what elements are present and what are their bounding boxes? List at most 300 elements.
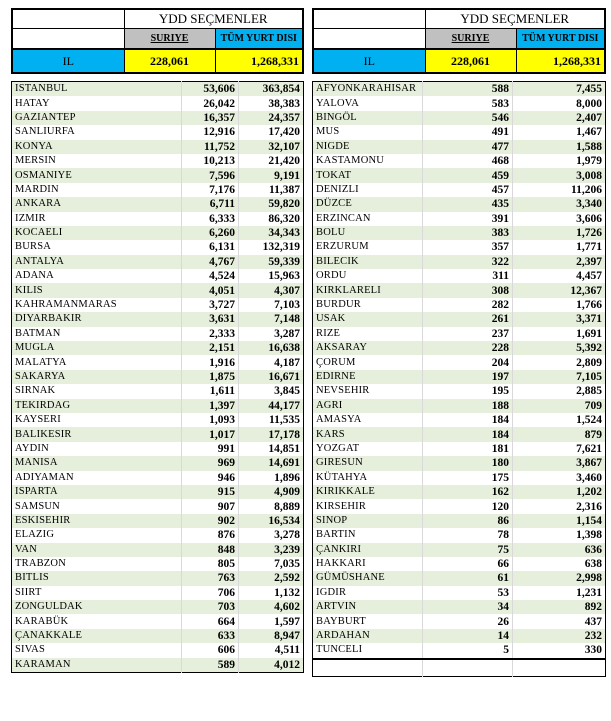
suriye-count: 848 (182, 543, 239, 557)
table-row (12, 168, 304, 182)
header-blank-cell (12, 29, 124, 50)
table-row (313, 543, 606, 557)
tum-yurt-disi-count: 2,592 (239, 571, 304, 585)
total-suriye: 228,061 (425, 49, 516, 73)
province-name: GIRESUN (313, 456, 423, 470)
province-name: MUS (313, 125, 423, 139)
tum-yurt-disi-count: 16,638 (239, 341, 304, 355)
suriye-count: 308 (423, 283, 513, 297)
tum-yurt-disi-count: 437 (513, 614, 606, 628)
province-name: GAZIANTEP (12, 111, 182, 125)
data-table-left (11, 81, 304, 673)
table-row (12, 514, 304, 528)
tum-yurt-disi-count: 638 (513, 557, 606, 571)
table-row (313, 226, 606, 240)
tum-yurt-disi-count: 11,535 (239, 413, 304, 427)
suriye-count: 7,176 (182, 183, 239, 197)
suriye-count: 588 (423, 82, 513, 97)
suriye-count: 188 (423, 399, 513, 413)
province-name: ANTALYA (12, 255, 182, 269)
suriye-count: 459 (423, 168, 513, 182)
tum-yurt-disi-count: 3,239 (239, 543, 304, 557)
province-name: MANISA (12, 456, 182, 470)
province-name: YALOVA (313, 96, 423, 110)
province-name: SINOP (313, 514, 423, 528)
header-blank-cell (313, 29, 425, 50)
province-name: MERSIN (12, 154, 182, 168)
province-name: DÜZCE (313, 197, 423, 211)
province-name: ISTANBUL (12, 82, 182, 97)
table-row (313, 96, 606, 110)
table-row (12, 312, 304, 326)
province-name: ÇORUM (313, 355, 423, 369)
province-name: SIIRT (12, 586, 182, 600)
table-row (313, 370, 606, 384)
table-row (12, 456, 304, 470)
table-row (313, 413, 606, 427)
header-blank-cell (12, 9, 124, 29)
suriye-count: 589 (182, 658, 239, 673)
province-name: KARS (313, 427, 423, 441)
suriye-count: 6,131 (182, 240, 239, 254)
tum-yurt-disi-count: 86,320 (239, 212, 304, 226)
province-name: BALIKESIR (12, 427, 182, 441)
tum-yurt-disi-count: 2,885 (513, 384, 606, 398)
table-row (12, 384, 304, 398)
suriye-count: 12,916 (182, 125, 239, 139)
suriye-count: 1,916 (182, 355, 239, 369)
table-row (12, 125, 304, 139)
province-name: KARABÜK (12, 614, 182, 628)
suriye-count: 322 (423, 255, 513, 269)
tum-yurt-disi-count: 7,035 (239, 557, 304, 571)
tum-yurt-disi-count: 132,319 (239, 240, 304, 254)
province-name: MUGLA (12, 341, 182, 355)
data-table-right (312, 81, 606, 677)
suriye-count: 16,357 (182, 111, 239, 125)
suriye-count: 357 (423, 240, 513, 254)
tum-yurt-disi-count: 3,278 (239, 528, 304, 542)
suriye-count: 184 (423, 427, 513, 441)
tum-yurt-disi-count: 1,771 (513, 240, 606, 254)
province-name: BATMAN (12, 327, 182, 341)
suriye-count: 175 (423, 471, 513, 485)
tum-yurt-disi-count: 2,998 (513, 571, 606, 585)
tum-yurt-disi-count: 3,845 (239, 384, 304, 398)
tum-yurt-disi-count: 1,467 (513, 125, 606, 139)
table-row (313, 614, 606, 628)
suriye-count: 2,151 (182, 341, 239, 355)
province-name: SAMSUN (12, 499, 182, 513)
province-name: BURDUR (313, 298, 423, 312)
tum-yurt-disi-count: 1,597 (239, 614, 304, 628)
table-row (313, 82, 606, 97)
header-title: YDD SEÇMENLER (124, 9, 303, 29)
province-name: KIRIKKALE (313, 485, 423, 499)
suriye-count: 902 (182, 514, 239, 528)
province-name: ARDAHAN (313, 629, 423, 643)
suriye-count: 383 (423, 226, 513, 240)
table-row (12, 370, 304, 384)
province-name: ARTVIN (313, 600, 423, 614)
tum-yurt-disi-count: 8,889 (239, 499, 304, 513)
tum-yurt-disi-count: 7,103 (239, 298, 304, 312)
table-row (12, 586, 304, 600)
province-name: HAKKARI (313, 557, 423, 571)
tum-yurt-disi-count: 7,455 (513, 82, 606, 97)
province-name: RIZE (313, 327, 423, 341)
tum-yurt-disi-count: 7,148 (239, 312, 304, 326)
province-name: ANKARA (12, 197, 182, 211)
table-row (12, 269, 304, 283)
province-name: AYDIN (12, 442, 182, 456)
province-name: KIRKLARELI (313, 283, 423, 297)
province-name: ZONGULDAK (12, 600, 182, 614)
left-panel (11, 8, 304, 671)
table-row (313, 240, 606, 254)
province-name: AKSARAY (313, 341, 423, 355)
table-row (12, 600, 304, 614)
suriye-count: 10,213 (182, 154, 239, 168)
tum-yurt-disi-count: 12,367 (513, 283, 606, 297)
province-name: SIRNAK (12, 384, 182, 398)
tum-yurt-disi-count: 21,420 (239, 154, 304, 168)
suriye-count: 606 (182, 643, 239, 657)
province-name: ERZINCAN (313, 212, 423, 226)
table-row (12, 183, 304, 197)
tum-yurt-disi-count: 330 (513, 643, 606, 658)
total-tum-yurt-disi: 1,268,331 (516, 49, 605, 73)
province-name: SIVAS (12, 643, 182, 657)
tum-yurt-disi-count: 4,909 (239, 485, 304, 499)
table-row (313, 312, 606, 326)
table-row (12, 399, 304, 413)
suriye-count: 53,606 (182, 82, 239, 97)
tum-yurt-disi-count: 4,307 (239, 283, 304, 297)
suriye-count: 6,711 (182, 197, 239, 211)
province-name: KARAMAN (12, 658, 182, 673)
suriye-count: 763 (182, 571, 239, 585)
province-name: TEKIRDAG (12, 399, 182, 413)
table-row (12, 629, 304, 643)
table-row (12, 240, 304, 254)
suriye-count: 5 (423, 643, 513, 658)
province-name: BARTIN (313, 528, 423, 542)
province-name: AMASYA (313, 413, 423, 427)
table-row (313, 212, 606, 226)
table-row (12, 226, 304, 240)
table-row (12, 571, 304, 585)
tum-yurt-disi-count: 4,457 (513, 269, 606, 283)
province-name: VAN (12, 543, 182, 557)
tum-yurt-disi-count: 7,105 (513, 370, 606, 384)
province-name: AGRI (313, 399, 423, 413)
province-name: EDIRNE (313, 370, 423, 384)
tum-yurt-disi-count: 3,008 (513, 168, 606, 182)
table-row (313, 643, 606, 658)
tum-yurt-disi-count: 15,963 (239, 269, 304, 283)
suriye-count: 75 (423, 543, 513, 557)
province-name: NEVSEHIR (313, 384, 423, 398)
tum-yurt-disi-count: 1,154 (513, 514, 606, 528)
tum-yurt-disi-count: 11,206 (513, 183, 606, 197)
row-header-il: IL (12, 49, 124, 73)
column-header-suriye: SURIYE (425, 29, 516, 50)
tum-yurt-disi-count: 709 (513, 399, 606, 413)
header-title: YDD SEÇMENLER (425, 9, 605, 29)
province-name: ELAZIG (12, 528, 182, 542)
table-row (313, 514, 606, 528)
right-panel (312, 8, 606, 657)
province-name: GÜMÜSHANE (313, 571, 423, 585)
suriye-count: 6,260 (182, 226, 239, 240)
tum-yurt-disi-count: 2,809 (513, 355, 606, 369)
table-row (313, 586, 606, 600)
tum-yurt-disi-count: 1,896 (239, 471, 304, 485)
suriye-count: 3,631 (182, 312, 239, 326)
suriye-count: 703 (182, 600, 239, 614)
province-name: MARDIN (12, 183, 182, 197)
province-name: KILIS (12, 283, 182, 297)
table-row (12, 543, 304, 557)
province-name: YOZGAT (313, 442, 423, 456)
suriye-count: 876 (182, 528, 239, 542)
province-name: TOKAT (313, 168, 423, 182)
tum-yurt-disi-count: 1,202 (513, 485, 606, 499)
table-row (313, 557, 606, 571)
suriye-count: 969 (182, 456, 239, 470)
province-name: BURSA (12, 240, 182, 254)
table-row (313, 600, 606, 614)
suriye-count: 282 (423, 298, 513, 312)
table-row (313, 111, 606, 125)
tum-yurt-disi-count: 16,671 (239, 370, 304, 384)
suriye-count: 4,524 (182, 269, 239, 283)
tum-yurt-disi-count: 1,979 (513, 154, 606, 168)
suriye-count: 915 (182, 485, 239, 499)
tum-yurt-disi-count: 16,534 (239, 514, 304, 528)
table-row (12, 499, 304, 513)
row-header-il: IL (313, 49, 425, 73)
table-row (313, 298, 606, 312)
suriye-count: 1,875 (182, 370, 239, 384)
table-row (313, 629, 606, 643)
province-name: DENIZLI (313, 183, 423, 197)
suriye-count: 162 (423, 485, 513, 499)
tum-yurt-disi-count: 7,621 (513, 442, 606, 456)
province-name: BOLU (313, 226, 423, 240)
province-name: KIRSEHIR (313, 499, 423, 513)
table-row (313, 355, 606, 369)
province-name: ESKISEHIR (12, 514, 182, 528)
table-row (12, 614, 304, 628)
suriye-count: 435 (423, 197, 513, 211)
table-row (313, 399, 606, 413)
table-row (313, 168, 606, 182)
province-name: OSMANIYE (12, 168, 182, 182)
tum-yurt-disi-count: 1,132 (239, 586, 304, 600)
province-name: NIGDE (313, 140, 423, 154)
province-name: KOCAELI (12, 226, 182, 240)
province-name: KAHRAMANMARAS (12, 298, 182, 312)
tum-yurt-disi-count: 363,854 (239, 82, 304, 97)
province-name: MALATYA (12, 355, 182, 369)
tum-yurt-disi-count: 32,107 (239, 140, 304, 154)
table-row (313, 197, 606, 211)
suriye-count: 491 (423, 125, 513, 139)
table-row (12, 413, 304, 427)
table-row (313, 341, 606, 355)
tum-yurt-disi-count: 879 (513, 427, 606, 441)
tum-yurt-disi-count: 4,187 (239, 355, 304, 369)
header-table-right (312, 8, 606, 74)
suriye-count: 664 (182, 614, 239, 628)
table-row (12, 557, 304, 571)
tum-yurt-disi-count: 59,339 (239, 255, 304, 269)
suriye-count: 180 (423, 456, 513, 470)
suriye-count: 237 (423, 327, 513, 341)
province-name: IZMIR (12, 212, 182, 226)
table-row (12, 442, 304, 456)
table-row (313, 154, 606, 168)
header-table-left (11, 8, 304, 74)
table-row (12, 283, 304, 297)
province-name: KONYA (12, 140, 182, 154)
table-row (313, 384, 606, 398)
suriye-count: 4,767 (182, 255, 239, 269)
table-row (313, 269, 606, 283)
province-name: ADANA (12, 269, 182, 283)
suriye-count: 204 (423, 355, 513, 369)
tum-yurt-disi-count: 38,383 (239, 96, 304, 110)
table-row (12, 528, 304, 542)
tum-yurt-disi-count: 3,371 (513, 312, 606, 326)
tum-yurt-disi-count: 2,407 (513, 111, 606, 125)
suriye-count: 66 (423, 557, 513, 571)
tum-yurt-disi-count: 636 (513, 543, 606, 557)
tum-yurt-disi-count: 3,460 (513, 471, 606, 485)
suriye-count: 86 (423, 514, 513, 528)
table-row (313, 125, 606, 139)
province-name: BINGÖL (313, 111, 423, 125)
province-name: AFYONKARAHISAR (313, 82, 423, 97)
suriye-count: 391 (423, 212, 513, 226)
empty-row (313, 659, 606, 677)
suriye-count: 34 (423, 600, 513, 614)
table-row (313, 571, 606, 585)
empty-cell (313, 659, 423, 677)
tum-yurt-disi-count: 59,820 (239, 197, 304, 211)
suriye-count: 1,611 (182, 384, 239, 398)
table-row (313, 327, 606, 341)
province-name: KÜTAHYA (313, 471, 423, 485)
suriye-count: 1,397 (182, 399, 239, 413)
table-row (313, 427, 606, 441)
table-row (313, 499, 606, 513)
province-name: TUNCELI (313, 643, 423, 658)
table-row (313, 485, 606, 499)
table-row (12, 140, 304, 154)
tum-yurt-disi-count: 1,691 (513, 327, 606, 341)
table-row (12, 111, 304, 125)
tum-yurt-disi-count: 17,178 (239, 427, 304, 441)
tum-yurt-disi-count: 3,340 (513, 197, 606, 211)
tum-yurt-disi-count: 4,602 (239, 600, 304, 614)
tum-yurt-disi-count: 2,316 (513, 499, 606, 513)
suriye-count: 14 (423, 629, 513, 643)
tum-yurt-disi-count: 1,398 (513, 528, 606, 542)
table-row (12, 485, 304, 499)
tum-yurt-disi-count: 1,588 (513, 140, 606, 154)
table-row (313, 442, 606, 456)
suriye-count: 26 (423, 614, 513, 628)
table-row (12, 471, 304, 485)
table-row (313, 255, 606, 269)
tum-yurt-disi-count: 1,726 (513, 226, 606, 240)
province-name: ISPARTA (12, 485, 182, 499)
suriye-count: 26,042 (182, 96, 239, 110)
province-name: KAYSERI (12, 413, 182, 427)
suriye-count: 477 (423, 140, 513, 154)
tum-yurt-disi-count: 1,766 (513, 298, 606, 312)
province-name: SAKARYA (12, 370, 182, 384)
province-name: KASTAMONU (313, 154, 423, 168)
province-name: HATAY (12, 96, 182, 110)
suriye-count: 4,051 (182, 283, 239, 297)
tum-yurt-disi-count: 3,287 (239, 327, 304, 341)
tum-yurt-disi-count: 34,343 (239, 226, 304, 240)
table-row (12, 341, 304, 355)
tum-yurt-disi-count: 232 (513, 629, 606, 643)
tum-yurt-disi-count: 892 (513, 600, 606, 614)
suriye-count: 120 (423, 499, 513, 513)
suriye-count: 706 (182, 586, 239, 600)
table-row (12, 212, 304, 226)
tum-yurt-disi-count: 14,851 (239, 442, 304, 456)
suriye-count: 633 (182, 629, 239, 643)
column-header-suriye: SURIYE (124, 29, 215, 50)
tum-yurt-disi-count: 11,387 (239, 183, 304, 197)
table-row (313, 471, 606, 485)
suriye-count: 228 (423, 341, 513, 355)
province-name: BITLIS (12, 571, 182, 585)
table-row (12, 96, 304, 110)
column-header-tum-yurt-disi: TÜM YURT DISI (215, 29, 303, 50)
suriye-count: 7,596 (182, 168, 239, 182)
total-tum-yurt-disi: 1,268,331 (215, 49, 303, 73)
table-row (313, 283, 606, 297)
tum-yurt-disi-count: 2,397 (513, 255, 606, 269)
suriye-count: 457 (423, 183, 513, 197)
tum-yurt-disi-count: 24,357 (239, 111, 304, 125)
tum-yurt-disi-count: 8,947 (239, 629, 304, 643)
suriye-count: 311 (423, 269, 513, 283)
table-row (313, 456, 606, 470)
tum-yurt-disi-count: 8,000 (513, 96, 606, 110)
province-name: USAK (313, 312, 423, 326)
province-name: ORDU (313, 269, 423, 283)
suriye-count: 78 (423, 528, 513, 542)
tum-yurt-disi-count: 3,867 (513, 456, 606, 470)
table-row (313, 528, 606, 542)
province-name: ÇANAKKALE (12, 629, 182, 643)
province-name: SANLIURFA (12, 125, 182, 139)
suriye-count: 546 (423, 111, 513, 125)
table-row (12, 255, 304, 269)
suriye-count: 261 (423, 312, 513, 326)
suriye-count: 195 (423, 384, 513, 398)
suriye-count: 468 (423, 154, 513, 168)
